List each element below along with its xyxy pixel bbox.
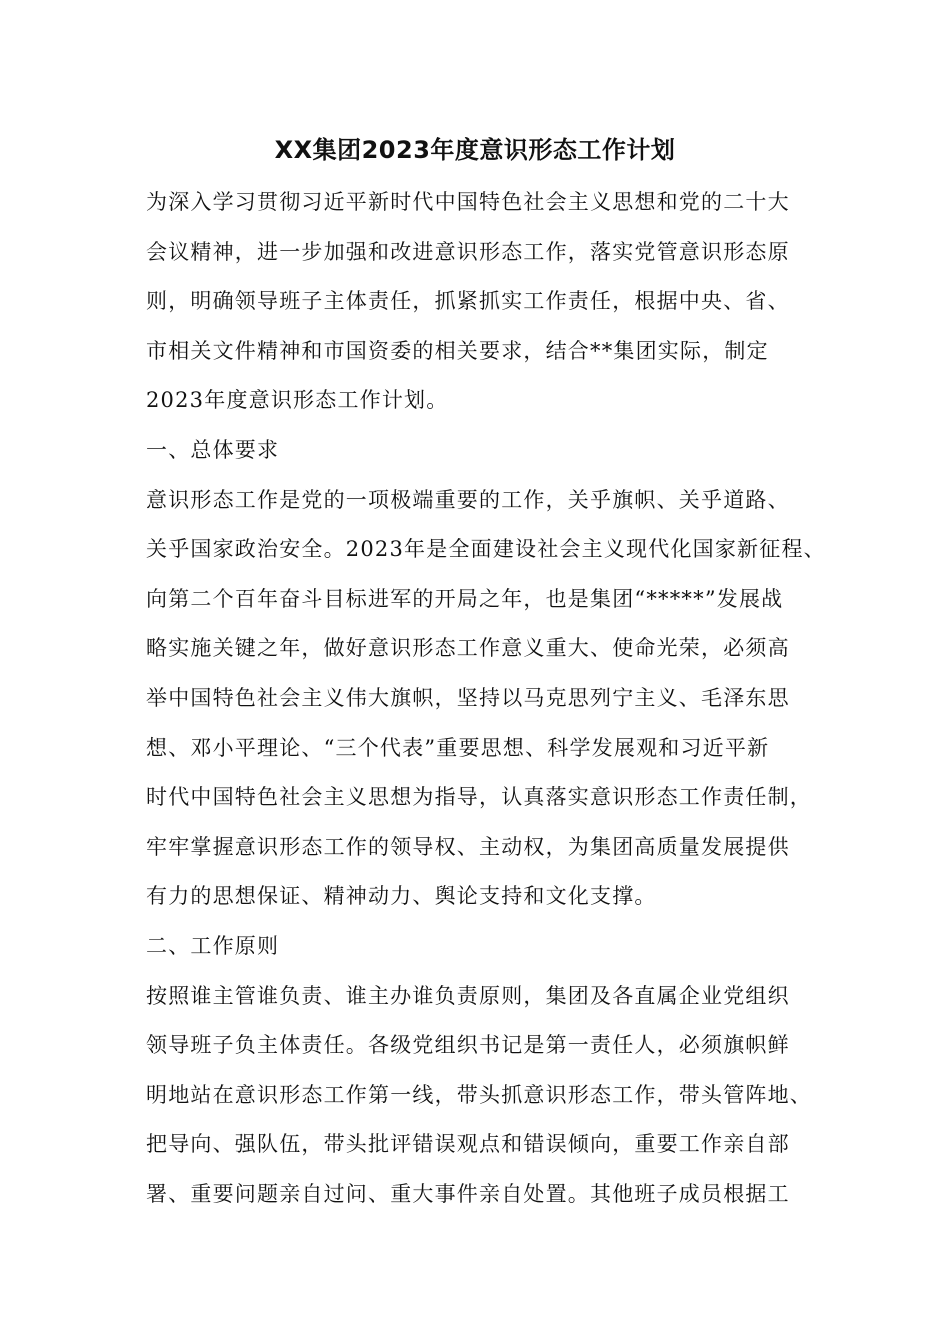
text-line: 意识形态工作是党的一项极端重要的工作，关乎旗帜、关乎道路、	[146, 487, 790, 512]
text-line: 略实施关键之年，做好意识形态工作意义重大、使命光荣，必须高	[146, 636, 790, 661]
text-line: 有力的思想保证、精神动力、舆论支持和文化支撑。	[146, 884, 657, 909]
text-line: 牢牢掌握意识形态工作的领导权、主动权，为集团高质量发展提供	[146, 834, 790, 859]
text-line: 把导向、强队伍，带头批评错误观点和错误倾向，重要工作亲自部	[146, 1132, 790, 1157]
text-line: 向第二个百年奋斗目标进军的开局之年，也是集团“*****”发展战	[146, 586, 784, 611]
text-line: 市相关文件精神和市国资委的相关要求，结合**集团实际，制定	[146, 338, 769, 363]
text-line: 按照谁主管谁负责、谁主办谁负责原则，集团及各直属企业党组织	[146, 983, 790, 1008]
text-line: 举中国特色社会主义伟大旗帜，坚持以马克思列宁主义、毛泽东思	[146, 685, 790, 710]
document-title: XX集团2023年度意识形态工作计划	[274, 136, 676, 164]
document-body	[146, 184, 826, 1225]
text-line: 则，明确领导班子主体责任，抓紧抓实工作责任，根据中央、省、	[146, 289, 790, 314]
section-heading: 一、总体要求	[146, 437, 280, 462]
text-line: 时代中国特色社会主义思想为指导，认真落实意识形态工作责任制，	[146, 785, 812, 810]
text-line: 2023年度意识形态工作计划。	[146, 388, 449, 413]
text-line: 会议精神，进一步加强和改进意识形态工作，落实党管意识形态原	[146, 239, 790, 264]
text-line: 署、重要问题亲自过问、重大事件亲自处置。其他班子成员根据工	[146, 1181, 790, 1206]
section-heading: 二、工作原则	[146, 933, 280, 958]
text-line: 为深入学习贯彻习近平新时代中国特色社会主义思想和党的二十大	[146, 190, 790, 214]
text-line: 关乎国家政治安全。2023年是全面建设社会主义现代化国家新征程、	[146, 537, 826, 562]
text-line: 明地站在意识形态工作第一线，带头抓意识形态工作，带头管阵地、	[146, 1082, 812, 1107]
text-line: 想、邓小平理论、“三个代表”重要思想、科学发展观和习近平新	[146, 735, 770, 760]
text-line: 领导班子负主体责任。各级党组织书记是第一责任人，必须旗帜鲜	[146, 1033, 790, 1058]
